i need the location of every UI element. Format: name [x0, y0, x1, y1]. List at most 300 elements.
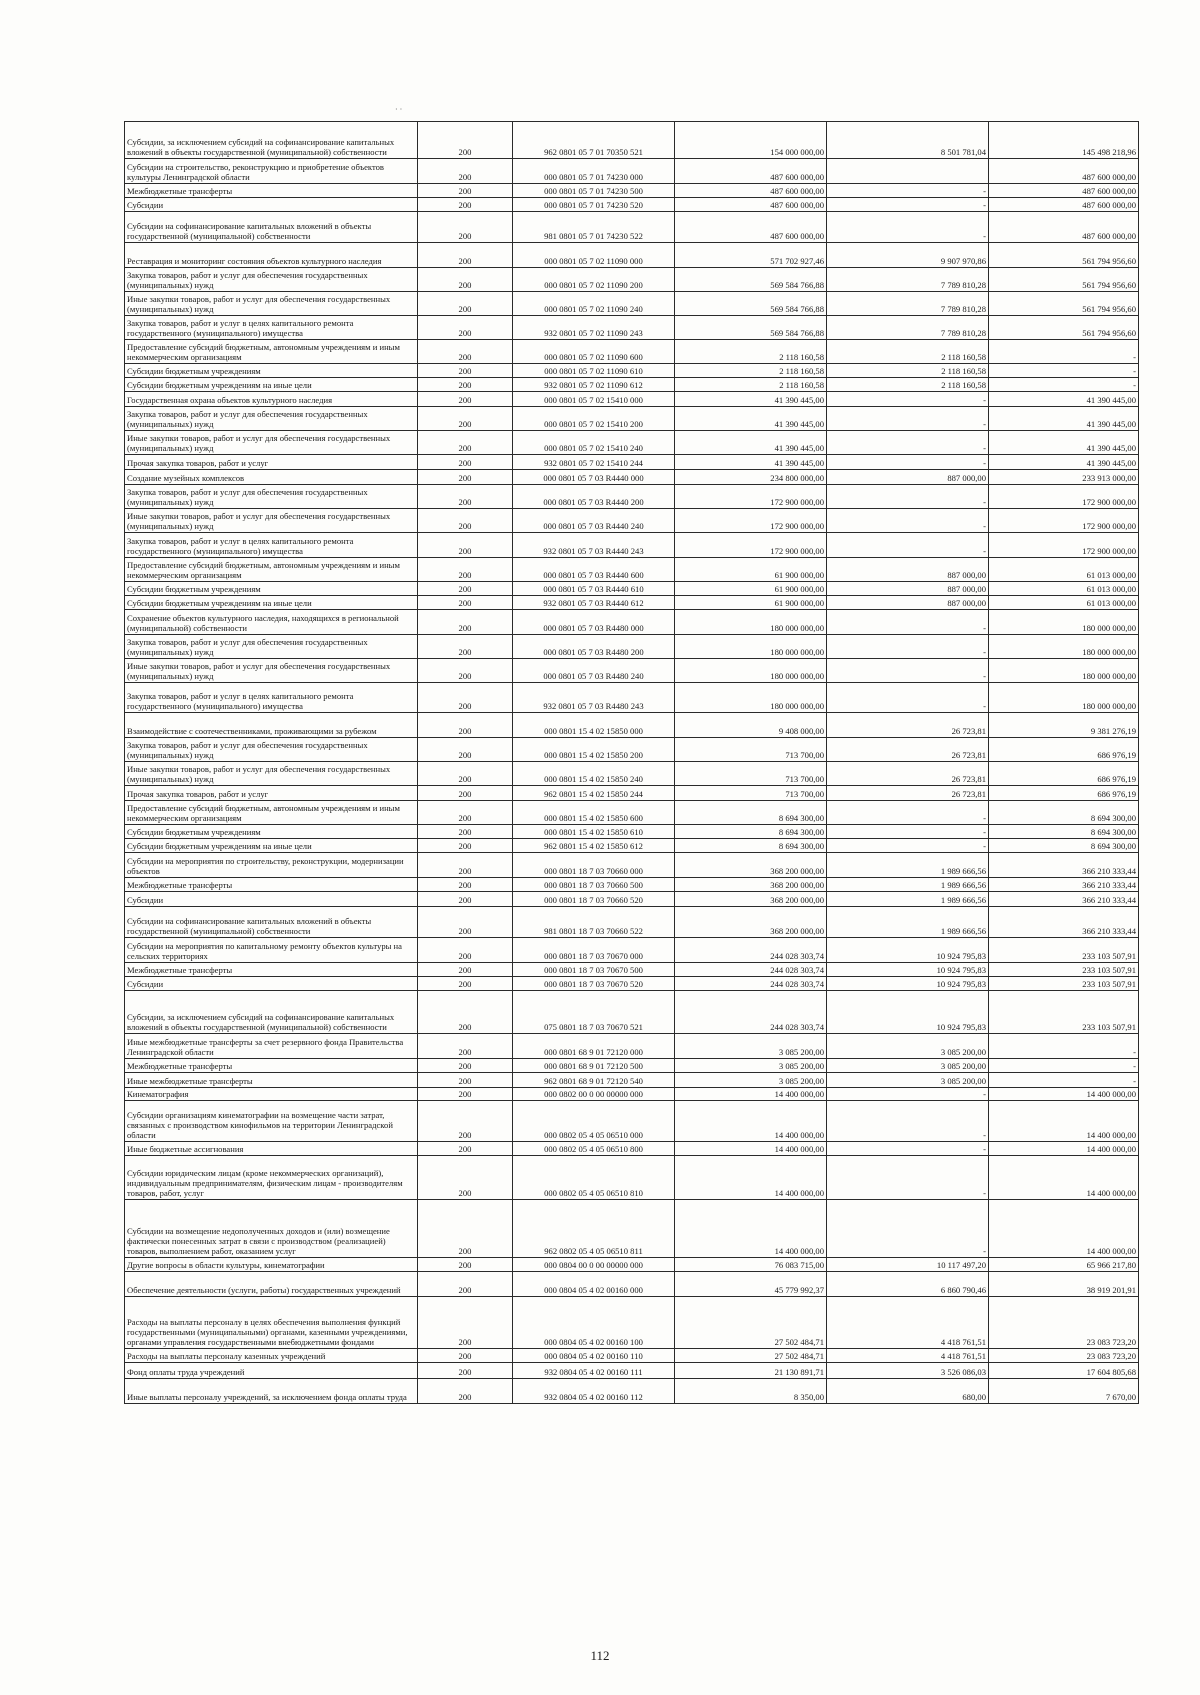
row-name: Предоставление субсидий бюджетным, автономным учреждениям и иным некоммерческим организациям [125, 801, 418, 825]
row-kbk: 000 0804 05 4 02 00160 100 [513, 1297, 675, 1349]
row-kbk: 000 0802 05 4 05 06510 800 [513, 1142, 675, 1156]
table-row [125, 1200, 1139, 1258]
row-executed: - [827, 659, 989, 683]
row-name: Реставрация и мониторинг состояния объектов культурного наследия [125, 243, 418, 268]
row-kbk: 075 0801 18 7 03 70670 521 [513, 991, 675, 1034]
row-approved: 571 702 927,46 [675, 243, 827, 268]
row-code: 200 [418, 839, 513, 853]
table-row [125, 268, 1139, 292]
table-row [125, 1156, 1139, 1200]
row-approved: 61 900 000,00 [675, 596, 827, 610]
row-code: 200 [418, 801, 513, 825]
row-executed: 10 924 795,83 [827, 991, 989, 1034]
row-executed: - [827, 455, 989, 470]
row-executed: 3 085 200,00 [827, 1073, 989, 1088]
row-approved: 27 502 484,71 [675, 1349, 827, 1363]
row-code: 200 [418, 963, 513, 977]
row-remaining: 41 390 445,00 [989, 407, 1139, 431]
row-code: 200 [418, 786, 513, 801]
row-name: Иные межбюджетные трансферты за счет резервного фонда Правительства Ленинградской области [125, 1034, 418, 1059]
table-row [125, 825, 1139, 839]
table-row [125, 762, 1139, 786]
row-name: Субсидии [125, 198, 418, 212]
row-name: Иные выплаты персоналу учреждений, за исключением фонда оплаты труда [125, 1379, 418, 1404]
row-name: Закупка товаров, работ и услуг в целях капитального ремонта государственного (муниципального) имущества [125, 316, 418, 340]
row-name: Иные закупки товаров, работ и услуг для обеспечения государственных (муниципальных) нужд [125, 292, 418, 316]
row-name: Субсидии юридическим лицам (кроме некоммерческих организаций), индивидуальным предпринимателям, физическим лицам - производителям товаров, работ, услуг [125, 1156, 418, 1200]
row-code: 200 [418, 485, 513, 509]
row-code: 200 [418, 268, 513, 292]
row-approved: 244 028 303,74 [675, 991, 827, 1034]
row-code: 200 [418, 212, 513, 243]
row-kbk: 000 0801 05 7 01 74230 520 [513, 198, 675, 212]
row-name: Создание музейных комплексов [125, 470, 418, 485]
row-executed: 680,00 [827, 1379, 989, 1404]
row-approved: 8 694 300,00 [675, 839, 827, 853]
row-name: Субсидии бюджетным учреждениям [125, 825, 418, 839]
row-name: Субсидии, за исключением субсидий на софинансирование капитальных вложений в объекты государственной (муниципальной) собственности [125, 991, 418, 1034]
row-kbk: 932 0801 05 7 03 R4440 612 [513, 596, 675, 610]
row-approved: 27 502 484,71 [675, 1297, 827, 1349]
row-name: Закупка товаров, работ и услуг для обеспечения государственных (муниципальных) нужд [125, 268, 418, 292]
row-code: 200 [418, 738, 513, 762]
table-row [125, 683, 1139, 713]
table-row [125, 470, 1139, 485]
row-name: Прочая закупка товаров, работ и услуг [125, 455, 418, 470]
row-remaining: 180 000 000,00 [989, 635, 1139, 659]
row-remaining: 145 498 218,96 [989, 122, 1139, 159]
row-code: 200 [418, 1363, 513, 1379]
row-remaining: 561 794 956,60 [989, 316, 1139, 340]
row-approved: 41 390 445,00 [675, 431, 827, 455]
row-remaining: - [989, 340, 1139, 364]
table-row [125, 1258, 1139, 1272]
table-row [125, 938, 1139, 963]
budget-table [124, 121, 1139, 1404]
row-kbk: 000 0801 18 7 03 70670 520 [513, 977, 675, 991]
row-code: 200 [418, 1073, 513, 1088]
row-approved: 368 200 000,00 [675, 853, 827, 878]
row-kbk: 000 0801 05 7 02 11090 240 [513, 292, 675, 316]
row-remaining: 61 013 000,00 [989, 582, 1139, 596]
row-approved: 172 900 000,00 [675, 509, 827, 533]
row-code: 200 [418, 582, 513, 596]
row-remaining: 233 103 507,91 [989, 938, 1139, 963]
row-name: Иные бюджетные ассигнования [125, 1142, 418, 1156]
row-kbk: 000 0801 18 7 03 70670 500 [513, 963, 675, 977]
row-approved: 180 000 000,00 [675, 610, 827, 635]
table-row [125, 533, 1139, 558]
row-code: 200 [418, 1101, 513, 1142]
row-name: Сохранение объектов культурного наследия, находящихся в региональной (муниципальной) собственности [125, 610, 418, 635]
row-name: Иные закупки товаров, работ и услуг для обеспечения государственных (муниципальных) нужд [125, 659, 418, 683]
row-executed: 2 118 160,58 [827, 340, 989, 364]
row-name: Субсидии бюджетным учреждениям на иные цели [125, 839, 418, 853]
row-approved: 172 900 000,00 [675, 485, 827, 509]
row-executed: 2 118 160,58 [827, 378, 989, 392]
row-executed: 887 000,00 [827, 470, 989, 485]
row-code: 200 [418, 853, 513, 878]
table-row [125, 853, 1139, 878]
table-row [125, 1349, 1139, 1363]
row-code: 200 [418, 509, 513, 533]
row-name: Субсидии на мероприятия по капитальному ремонту объектов культуры на сельских территориях [125, 938, 418, 963]
row-executed: 7 789 810,28 [827, 316, 989, 340]
row-executed: 10 117 497,20 [827, 1258, 989, 1272]
row-remaining: 14 400 000,00 [989, 1101, 1139, 1142]
row-executed: 2 118 160,58 [827, 364, 989, 378]
row-code: 200 [418, 558, 513, 582]
row-approved: 368 200 000,00 [675, 907, 827, 938]
table-row [125, 786, 1139, 801]
table-row [125, 378, 1139, 392]
row-kbk: 000 0801 05 7 02 11090 610 [513, 364, 675, 378]
row-executed: 7 789 810,28 [827, 292, 989, 316]
row-approved: 234 800 000,00 [675, 470, 827, 485]
row-remaining: - [989, 378, 1139, 392]
row-remaining: 14 400 000,00 [989, 1200, 1139, 1258]
row-name: Субсидии на софинансирование капитальных вложений в объекты государственной (муниципальной) собственности [125, 212, 418, 243]
row-name: Фонд оплаты труда учреждений [125, 1363, 418, 1379]
row-remaining: 180 000 000,00 [989, 659, 1139, 683]
row-code: 200 [418, 892, 513, 907]
row-kbk: 000 0801 05 7 03 R4480 200 [513, 635, 675, 659]
row-executed: - [827, 431, 989, 455]
row-code: 200 [418, 1059, 513, 1073]
row-approved: 2 118 160,58 [675, 340, 827, 364]
row-remaining: - [989, 1073, 1139, 1088]
row-name: Расходы на выплаты персоналу казенных учреждений [125, 1349, 418, 1363]
row-approved: 8 350,00 [675, 1379, 827, 1404]
table-row [125, 1059, 1139, 1073]
row-kbk: 000 0801 05 7 02 11090 000 [513, 243, 675, 268]
row-approved: 180 000 000,00 [675, 635, 827, 659]
row-code: 200 [418, 1156, 513, 1200]
row-name: Субсидии организациям кинематографии на возмещение части затрат, связанных с производством кинофильмов на территории Ленинградской области [125, 1101, 418, 1142]
row-kbk: 932 0804 05 4 02 00160 111 [513, 1363, 675, 1379]
row-remaining: 233 103 507,91 [989, 963, 1139, 977]
row-code: 200 [418, 243, 513, 268]
row-name: Предоставление субсидий бюджетным, автономным учреждениям и иным некоммерческим организациям [125, 340, 418, 364]
row-approved: 76 083 715,00 [675, 1258, 827, 1272]
table-row [125, 907, 1139, 938]
row-name: Субсидии [125, 892, 418, 907]
table-row [125, 1034, 1139, 1059]
row-executed: 10 924 795,83 [827, 977, 989, 991]
row-name: Иные закупки товаров, работ и услуг для обеспечения государственных (муниципальных) нужд [125, 431, 418, 455]
table-row [125, 991, 1139, 1034]
row-remaining: 366 210 333,44 [989, 878, 1139, 892]
row-code: 200 [418, 378, 513, 392]
row-code: 200 [418, 1379, 513, 1404]
row-executed: 1 989 666,56 [827, 853, 989, 878]
row-executed: - [827, 509, 989, 533]
table-row [125, 977, 1139, 991]
row-executed: 3 085 200,00 [827, 1059, 989, 1073]
row-approved: 172 900 000,00 [675, 533, 827, 558]
row-remaining: 487 600 000,00 [989, 184, 1139, 198]
row-code: 200 [418, 1034, 513, 1059]
row-code: 200 [418, 533, 513, 558]
row-code: 200 [418, 610, 513, 635]
row-executed: - [827, 825, 989, 839]
row-executed: 887 000,00 [827, 558, 989, 582]
table-row [125, 1379, 1139, 1404]
row-kbk: 000 0804 00 0 00 00000 000 [513, 1258, 675, 1272]
row-kbk: 000 0801 68 9 01 72120 000 [513, 1034, 675, 1059]
row-kbk: 000 0801 05 7 02 11090 200 [513, 268, 675, 292]
row-remaining: 561 794 956,60 [989, 292, 1139, 316]
row-remaining: 61 013 000,00 [989, 558, 1139, 582]
row-remaining: 487 600 000,00 [989, 212, 1139, 243]
row-name: Субсидии на строительство, реконструкцию и приобретение объектов культуры Ленинградской области [125, 159, 418, 184]
row-name: Субсидии на возмещение недополученных доходов и (или) возмещение фактически понесенных затрат в связи с производством (реализацией) товаров, выполнением работ, оказанием услуг [125, 1200, 418, 1258]
row-code: 200 [418, 683, 513, 713]
row-approved: 3 085 200,00 [675, 1059, 827, 1073]
row-code: 200 [418, 907, 513, 938]
table-row [125, 558, 1139, 582]
row-kbk: 000 0801 18 7 03 70660 500 [513, 878, 675, 892]
row-approved: 2 118 160,58 [675, 364, 827, 378]
row-name: Межбюджетные трансферты [125, 963, 418, 977]
row-approved: 8 694 300,00 [675, 801, 827, 825]
row-name: Закупка товаров, работ и услуг для обеспечения государственных (муниципальных) нужд [125, 485, 418, 509]
row-remaining: 14 400 000,00 [989, 1142, 1139, 1156]
row-remaining: 61 013 000,00 [989, 596, 1139, 610]
table-row [125, 738, 1139, 762]
row-executed: - [827, 184, 989, 198]
row-approved: 713 700,00 [675, 738, 827, 762]
table-row [125, 801, 1139, 825]
row-executed: - [827, 198, 989, 212]
row-kbk: 962 0801 05 7 01 70350 521 [513, 122, 675, 159]
row-remaining: 487 600 000,00 [989, 159, 1139, 184]
row-executed: - [827, 1101, 989, 1142]
row-kbk: 000 0801 05 7 03 R4480 000 [513, 610, 675, 635]
row-remaining: 180 000 000,00 [989, 610, 1139, 635]
row-remaining: 8 694 300,00 [989, 801, 1139, 825]
table-row [125, 892, 1139, 907]
row-approved: 61 900 000,00 [675, 582, 827, 596]
row-name: Субсидии бюджетным учреждениям на иные цели [125, 596, 418, 610]
row-name: Государственная охрана объектов культурного наследия [125, 392, 418, 407]
table-row [125, 212, 1139, 243]
row-kbk: 000 0801 15 4 02 15850 240 [513, 762, 675, 786]
row-approved: 61 900 000,00 [675, 558, 827, 582]
row-name: Субсидии на софинансирование капитальных вложений в объекты государственной (муниципальной) собственности [125, 907, 418, 938]
table-row [125, 610, 1139, 635]
row-code: 200 [418, 364, 513, 378]
row-name: Закупка товаров, работ и услуг для обеспечения государственных (муниципальных) нужд [125, 407, 418, 431]
table-row [125, 184, 1139, 198]
table-row [125, 1142, 1139, 1156]
row-kbk: 000 0801 15 4 02 15850 200 [513, 738, 675, 762]
table-row [125, 713, 1139, 738]
row-kbk: 000 0801 05 7 03 R4440 240 [513, 509, 675, 533]
row-approved: 180 000 000,00 [675, 683, 827, 713]
row-approved: 487 600 000,00 [675, 198, 827, 212]
row-executed: - [827, 407, 989, 431]
row-kbk: 000 0801 05 7 03 R4440 610 [513, 582, 675, 596]
row-remaining: 172 900 000,00 [989, 509, 1139, 533]
row-name: Прочая закупка товаров, работ и услуг [125, 786, 418, 801]
row-approved: 3 085 200,00 [675, 1034, 827, 1059]
row-executed: - [827, 392, 989, 407]
table-row [125, 159, 1139, 184]
row-approved: 14 400 000,00 [675, 1101, 827, 1142]
row-code: 200 [418, 1272, 513, 1297]
row-remaining: 38 919 201,91 [989, 1272, 1139, 1297]
row-remaining: 487 600 000,00 [989, 198, 1139, 212]
row-approved: 154 000 000,00 [675, 122, 827, 159]
row-approved: 8 694 300,00 [675, 825, 827, 839]
row-code: 200 [418, 938, 513, 963]
row-code: 200 [418, 659, 513, 683]
row-code: 200 [418, 977, 513, 991]
row-code: 200 [418, 1200, 513, 1258]
row-approved: 9 408 000,00 [675, 713, 827, 738]
table-row [125, 431, 1139, 455]
row-remaining: 233 913 000,00 [989, 470, 1139, 485]
row-code: 200 [418, 991, 513, 1034]
row-code: 200 [418, 340, 513, 364]
row-remaining: 366 210 333,44 [989, 892, 1139, 907]
row-approved: 713 700,00 [675, 786, 827, 801]
table-row [125, 1088, 1139, 1101]
row-approved: 487 600 000,00 [675, 159, 827, 184]
table-row [125, 659, 1139, 683]
row-code: 200 [418, 184, 513, 198]
row-executed: 4 418 761,51 [827, 1297, 989, 1349]
row-kbk: 000 0801 05 7 03 R4440 000 [513, 470, 675, 485]
row-executed: 9 907 970,86 [827, 243, 989, 268]
table-row [125, 243, 1139, 268]
row-remaining: 561 794 956,60 [989, 268, 1139, 292]
table-row [125, 963, 1139, 977]
table-row [125, 878, 1139, 892]
row-code: 200 [418, 316, 513, 340]
row-kbk: 932 0801 05 7 02 15410 244 [513, 455, 675, 470]
row-executed: - [827, 683, 989, 713]
row-executed: 26 723,81 [827, 738, 989, 762]
row-kbk: 000 0801 15 4 02 15850 600 [513, 801, 675, 825]
row-kbk: 000 0802 05 4 05 06510 000 [513, 1101, 675, 1142]
row-remaining: 172 900 000,00 [989, 533, 1139, 558]
row-remaining: - [989, 1034, 1139, 1059]
row-executed: 887 000,00 [827, 596, 989, 610]
scan-mark: · · [395, 105, 403, 114]
row-code: 200 [418, 392, 513, 407]
row-executed: 1 989 666,56 [827, 907, 989, 938]
row-remaining: 233 103 507,91 [989, 977, 1139, 991]
row-kbk: 932 0801 05 7 03 R4480 243 [513, 683, 675, 713]
row-approved: 368 200 000,00 [675, 892, 827, 907]
row-executed: 8 501 781,04 [827, 122, 989, 159]
row-approved: 3 085 200,00 [675, 1073, 827, 1088]
row-executed: 7 789 810,28 [827, 268, 989, 292]
row-approved: 41 390 445,00 [675, 407, 827, 431]
row-approved: 14 400 000,00 [675, 1088, 827, 1101]
row-executed: 4 418 761,51 [827, 1349, 989, 1363]
table-row [125, 198, 1139, 212]
row-code: 200 [418, 431, 513, 455]
row-kbk: 981 0801 18 7 03 70660 522 [513, 907, 675, 938]
row-executed: 10 924 795,83 [827, 938, 989, 963]
row-name: Межбюджетные трансферты [125, 1059, 418, 1073]
row-remaining: 366 210 333,44 [989, 907, 1139, 938]
row-name: Субсидии на мероприятия по строительству, реконструкции, модернизации объектов [125, 853, 418, 878]
row-kbk: 981 0801 05 7 01 74230 522 [513, 212, 675, 243]
row-approved: 14 400 000,00 [675, 1156, 827, 1200]
row-remaining: 14 400 000,00 [989, 1156, 1139, 1200]
row-remaining: 233 103 507,91 [989, 991, 1139, 1034]
row-code: 200 [418, 159, 513, 184]
row-code: 200 [418, 1297, 513, 1349]
row-code: 200 [418, 1349, 513, 1363]
row-kbk: 962 0802 05 4 05 06510 811 [513, 1200, 675, 1258]
row-approved: 569 584 766,88 [675, 292, 827, 316]
row-kbk: 000 0801 18 7 03 70660 520 [513, 892, 675, 907]
row-remaining: 366 210 333,44 [989, 853, 1139, 878]
row-executed: - [827, 533, 989, 558]
row-name: Закупка товаров, работ и услуг в целях капитального ремонта государственного (муниципального) имущества [125, 533, 418, 558]
row-executed: - [827, 839, 989, 853]
row-kbk: 962 0801 15 4 02 15850 244 [513, 786, 675, 801]
row-code: 200 [418, 1142, 513, 1156]
row-kbk: 000 0802 00 0 00 00000 000 [513, 1088, 675, 1101]
row-code: 200 [418, 1088, 513, 1101]
row-code: 200 [418, 455, 513, 470]
row-name: Субсидии, за исключением субсидий на софинансирование капитальных вложений в объекты государственной (муниципальной) собственности [125, 122, 418, 159]
row-remaining: 686 976,19 [989, 762, 1139, 786]
row-executed: - [827, 1200, 989, 1258]
row-name: Субсидии [125, 977, 418, 991]
row-kbk: 000 0801 05 7 02 15410 240 [513, 431, 675, 455]
table-row [125, 596, 1139, 610]
row-approved: 244 028 303,74 [675, 938, 827, 963]
row-remaining: 172 900 000,00 [989, 485, 1139, 509]
row-kbk: 000 0801 05 7 03 R4440 200 [513, 485, 675, 509]
row-remaining: - [989, 1059, 1139, 1073]
row-code: 200 [418, 122, 513, 159]
row-kbk: 000 0801 15 4 02 15850 610 [513, 825, 675, 839]
row-kbk: 932 0801 05 7 02 11090 243 [513, 316, 675, 340]
page-number: 112 [590, 1648, 610, 1663]
row-executed: - [827, 1088, 989, 1101]
table-row [125, 485, 1139, 509]
row-executed: 10 924 795,83 [827, 963, 989, 977]
row-approved: 244 028 303,74 [675, 977, 827, 991]
row-code: 200 [418, 596, 513, 610]
row-executed: - [827, 1142, 989, 1156]
table-row [125, 292, 1139, 316]
row-name: Другие вопросы в области культуры, кинематографии [125, 1258, 418, 1272]
row-kbk: 000 0801 18 7 03 70670 000 [513, 938, 675, 963]
row-kbk: 932 0804 05 4 02 00160 112 [513, 1379, 675, 1404]
row-approved: 569 584 766,88 [675, 316, 827, 340]
row-executed: - [827, 485, 989, 509]
row-approved: 41 390 445,00 [675, 455, 827, 470]
table-row [125, 1272, 1139, 1297]
row-remaining: 561 794 956,60 [989, 243, 1139, 268]
table-row [125, 364, 1139, 378]
row-executed: 3 085 200,00 [827, 1034, 989, 1059]
table-row [125, 1363, 1139, 1379]
table-row [125, 407, 1139, 431]
row-executed: - [827, 801, 989, 825]
row-name: Субсидии бюджетным учреждениям на иные цели [125, 378, 418, 392]
row-approved: 2 118 160,58 [675, 378, 827, 392]
